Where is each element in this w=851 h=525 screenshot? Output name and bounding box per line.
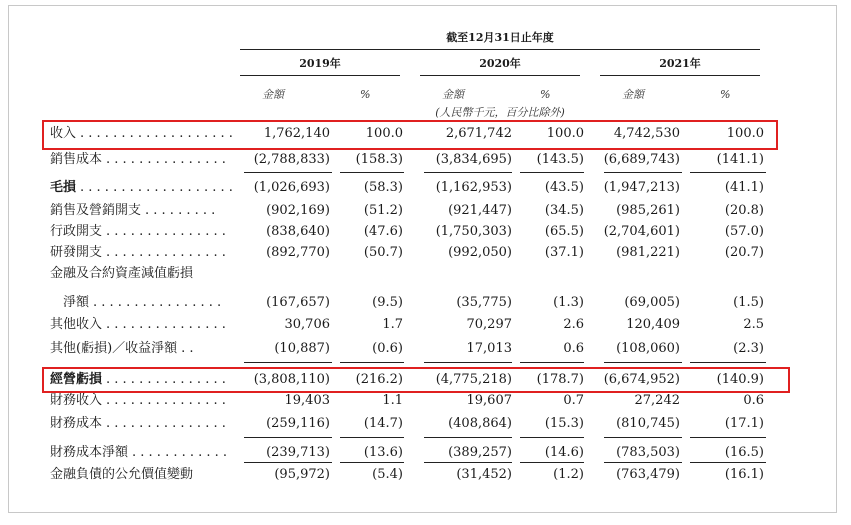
table-cell: (216.2): [355, 372, 403, 387]
table-cell: (3,808,110): [253, 372, 330, 387]
row-leader-dots: . . . . . . . . . . . . . . .: [106, 245, 226, 260]
table-cell: (15.3): [544, 416, 584, 431]
table-cell: 0.7: [563, 393, 584, 408]
subtotal-rule: [604, 437, 682, 438]
col-pct-2021: %: [720, 88, 731, 101]
table-cell: 27,242: [634, 393, 680, 408]
table-cell: (1,162,953): [435, 180, 512, 195]
table-cell: (2,704,601): [603, 224, 680, 239]
table-cell: (892,770): [266, 245, 330, 260]
row-leader-dots: . . . . . . . . . . . . . . . . . . .: [80, 126, 233, 141]
table-cell: (140.9): [716, 372, 764, 387]
subtotal-rule: [340, 437, 404, 438]
table-cell: (10,887): [274, 341, 330, 356]
subtotal-rule: [690, 437, 766, 438]
table-cell: 0.6: [743, 393, 764, 408]
table-cell: (65.5): [544, 224, 584, 239]
row-leader-dots: . . . . . . . . . . . . . . .: [106, 317, 226, 332]
subtotal-rule: [424, 172, 512, 173]
table-cell: 0.6: [563, 341, 584, 356]
table-cell: (9.5): [372, 295, 403, 310]
row-label: 其他(虧損)／收益淨額 . .: [50, 341, 194, 356]
table-cell: (167,657): [266, 295, 330, 310]
table-cell: (1,026,693): [253, 180, 330, 195]
table-cell: (69,005): [624, 295, 680, 310]
table-cell: (389,257): [448, 445, 512, 460]
table-cell: 100.0: [726, 126, 764, 141]
highlight-box-operating-loss: [42, 367, 790, 393]
table-cell: 19,403: [284, 393, 330, 408]
table-cell: 19,607: [466, 393, 512, 408]
table-cell: (921,447): [448, 203, 512, 218]
year-rule-2019: [240, 75, 400, 76]
table-cell: (31,452): [456, 467, 512, 482]
row-label: 研發開支 . . . . . . . . . . . . . . .: [50, 245, 226, 260]
year-2021: 2021年: [659, 57, 701, 70]
subtotal-rule: [520, 362, 584, 363]
table-cell: (108,060): [616, 341, 680, 356]
table-cell: (158.3): [355, 152, 403, 167]
highlight-box-revenue: [42, 120, 778, 150]
table-cell: (141.1): [716, 152, 764, 167]
table-cell: (2.3): [733, 341, 764, 356]
table-cell: (58.3): [363, 180, 403, 195]
table-cell: (34.5): [544, 203, 584, 218]
table-cell: (6,674,952): [603, 372, 680, 387]
row-label: 收入 . . . . . . . . . . . . . . . . . . .: [50, 126, 233, 141]
row-leader-dots: . . . . . . . . . . . . . . .: [106, 416, 226, 431]
subtotal-rule: [244, 462, 332, 463]
table-cell: 120,409: [626, 317, 680, 332]
year-rule-2021: [600, 75, 760, 76]
subtotal-rule: [244, 172, 332, 173]
table-cell: (178.7): [536, 372, 584, 387]
table-cell: (3,834,695): [435, 152, 512, 167]
table-cell: (981,221): [616, 245, 680, 260]
table-cell: 1.7: [382, 317, 403, 332]
table-cell: (4,775,218): [435, 372, 512, 387]
row-leader-dots: . . . . . . . . . . . .: [132, 445, 228, 460]
table-cell: (902,169): [266, 203, 330, 218]
subtotal-rule: [604, 362, 682, 363]
subtotal-rule: [340, 172, 404, 173]
table-cell: (14.6): [544, 445, 584, 460]
subtotal-rule: [424, 362, 512, 363]
subtotal-rule: [690, 362, 766, 363]
table-cell: (14.7): [363, 416, 403, 431]
table-cell: (41.1): [724, 180, 764, 195]
table-cell: (2,788,833): [253, 152, 330, 167]
table-cell: (13.6): [363, 445, 403, 460]
subtotal-rule: [340, 362, 404, 363]
row-label: 其他收入 . . . . . . . . . . . . . . .: [50, 317, 226, 332]
table-cell: (16.5): [724, 445, 764, 460]
table-cell: (35,775): [456, 295, 512, 310]
period-title: 截至12月31日止年度: [446, 31, 554, 44]
table-cell: (51.2): [363, 203, 403, 218]
table-cell: 17,013: [466, 341, 512, 356]
subtotal-rule: [424, 437, 512, 438]
subtotal-rule: [604, 462, 682, 463]
table-cell: (408,864): [448, 416, 512, 431]
table-cell: (95,972): [274, 467, 330, 482]
row-label: 毛損 . . . . . . . . . . . . . . . . . . .: [50, 180, 233, 195]
table-cell: (985,261): [616, 203, 680, 218]
table-cell: (0.6): [372, 341, 403, 356]
table-cell: (57.0): [724, 224, 764, 239]
row-leader-dots: . . . . . . . . . . . . . . . . . . .: [80, 180, 233, 195]
table-cell: 100.0: [365, 126, 403, 141]
table-cell: (47.6): [363, 224, 403, 239]
table-cell: (992,050): [448, 245, 512, 260]
table-cell: (5.4): [372, 467, 403, 482]
table-cell: (1,750,303): [435, 224, 512, 239]
header-rule: [240, 49, 760, 50]
table-cell: (6,689,743): [603, 152, 680, 167]
table-cell: (17.1): [724, 416, 764, 431]
table-cell: (259,116): [266, 416, 330, 431]
table-cell: (239,713): [266, 445, 330, 460]
table-cell: 4,742,530: [613, 126, 680, 141]
subtotal-rule: [604, 172, 682, 173]
table-cell: 1,762,140: [263, 126, 330, 141]
row-label: 財務成本淨額 . . . . . . . . . . . .: [50, 445, 228, 460]
table-cell: (1.3): [553, 295, 584, 310]
year-rule-2020: [420, 75, 580, 76]
row-label: 銷售及營銷開支 . . . . . . . . .: [50, 203, 216, 218]
table-cell: 2.5: [743, 317, 764, 332]
table-cell: (763,479): [616, 467, 680, 482]
subtotal-rule: [520, 437, 584, 438]
subtotal-rule: [520, 462, 584, 463]
row-label: 財務成本 . . . . . . . . . . . . . . .: [50, 416, 226, 431]
col-pct-2019: %: [360, 88, 371, 101]
row-leader-dots: . .: [181, 341, 194, 356]
col-amount-2020: 金額: [442, 88, 464, 101]
row-label: 行政開支 . . . . . . . . . . . . . . .: [50, 224, 226, 239]
table-cell: (50.7): [363, 245, 403, 260]
subtotal-rule: [244, 437, 332, 438]
table-cell: (20.7): [724, 245, 764, 260]
table-cell: (1.2): [553, 467, 584, 482]
row-label: 財務收入 . . . . . . . . . . . . . . .: [50, 393, 226, 408]
subtotal-rule: [520, 172, 584, 173]
table-cell: 30,706: [284, 317, 330, 332]
unit-note: (人民幣千元，百分比除外): [435, 106, 565, 119]
row-label: 銷售成本 . . . . . . . . . . . . . . .: [50, 152, 226, 167]
table-cell: 2.6: [563, 317, 584, 332]
table-cell: (16.1): [724, 467, 764, 482]
table-cell: (810,745): [616, 416, 680, 431]
table-cell: (1.5): [733, 295, 764, 310]
table-cell: (143.5): [536, 152, 584, 167]
row-label: 金融及合約資產減值虧損: [50, 266, 194, 281]
table-cell: 70,297: [466, 317, 512, 332]
table-cell: (783,503): [616, 445, 680, 460]
subtotal-rule: [340, 462, 404, 463]
row-leader-dots: . . . . . . . . . . . . . . .: [106, 152, 226, 167]
row-leader-dots: . . . . . . . . .: [145, 203, 216, 218]
table-cell: (1,947,213): [603, 180, 680, 195]
col-pct-2020: %: [540, 88, 551, 101]
subtotal-rule: [690, 172, 766, 173]
year-2020: 2020年: [479, 57, 521, 70]
row-leader-dots: . . . . . . . . . . . . . . .: [106, 393, 226, 408]
row-leader-dots: . . . . . . . . . . . . . . . .: [93, 295, 222, 310]
subtotal-rule: [424, 462, 512, 463]
row-label: 淨額 . . . . . . . . . . . . . . . .: [50, 295, 222, 310]
table-cell: (20.8): [724, 203, 764, 218]
col-amount-2021: 金額: [622, 88, 644, 101]
table-cell: 100.0: [546, 126, 584, 141]
subtotal-rule: [690, 462, 766, 463]
table-cell: 1.1: [382, 393, 403, 408]
row-label: 經營虧損 . . . . . . . . . . . . . . .: [50, 372, 226, 387]
table-cell: (37.1): [544, 245, 584, 260]
table-cell: (838,640): [266, 224, 330, 239]
year-2019: 2019年: [299, 57, 341, 70]
col-amount-2019: 金額: [262, 88, 284, 101]
row-leader-dots: . . . . . . . . . . . . . . .: [106, 224, 226, 239]
table-cell: (43.5): [544, 180, 584, 195]
subtotal-rule: [244, 362, 332, 363]
table-cell: 2,671,742: [445, 126, 512, 141]
row-leader-dots: . . . . . . . . . . . . . . .: [106, 372, 226, 387]
row-label: 金融負債的公允價值變動: [50, 467, 194, 482]
